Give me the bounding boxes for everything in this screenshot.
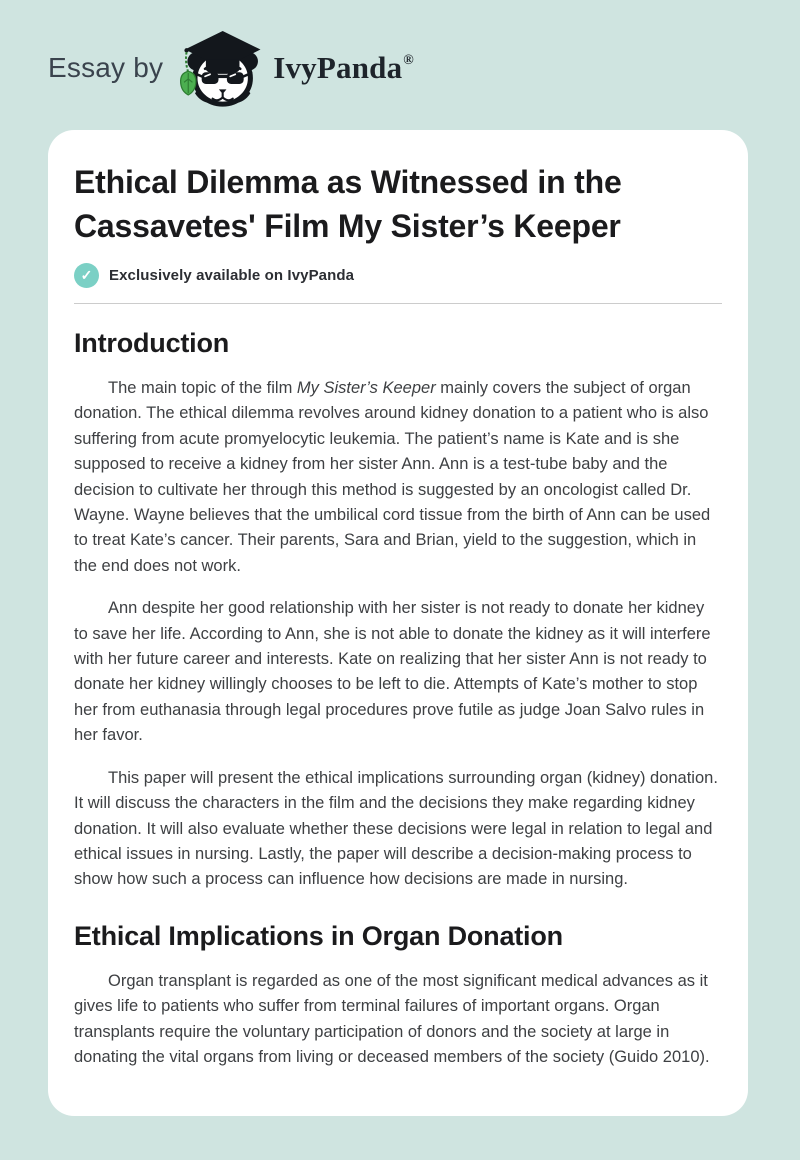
essay-paragraph-4: Organ transplant is regarded as one of the most significant medical advances as it gives life to patients who suffer from terminal failures of important organs. Organ transplants require the voluntary participation of donors and the society at large in donating the vital organs from living or deceased members of the society (Guido 2010).: [74, 971, 710, 1066]
essay-card: [48, 130, 748, 1116]
essay-title: Ethical Dilemma as Witnessed in the Cassavetes' Film My Sister’s Keeper: [74, 164, 622, 244]
paragraph-text: The main topic of the film: [108, 379, 297, 397]
section-heading-introduction: Introduction: [74, 328, 230, 358]
ivypanda-logo-icon[interactable]: [179, 26, 273, 110]
section-heading-ethical-implications: Ethical Implications in Organ Donation: [74, 920, 563, 951]
essay-by-label: Essay by: [48, 52, 164, 83]
ivypanda-wordmark[interactable]: IvyPanda®: [273, 50, 414, 85]
page-header: [0, 0, 800, 110]
availability-badge: [74, 263, 722, 288]
paragraph-text: mainly covers the subject of organ donation. The ethical dilemma revolves around kidney donation to a patient who is also suffering from acute promyelocytic leukemia. The patient’s name is Kate and is she supposed to receive a kidney from her sister Ann. Ann is a test-tube baby and the decision to cultivate her through this method is suggested by an oncologist called Dr. Wayne. Wayne believes that the umbilical cord tissue from the birth of Ann can be used to treat Kate’s cancer. Their parents, Sara and Brian, yield to the suggestion, which in the end does not work.: [74, 379, 711, 575]
film-title: My Sister’s Keeper: [296, 379, 436, 397]
registered-trademark: ®: [403, 53, 414, 68]
essay-paragraph-1: [74, 376, 722, 579]
essay-paragraph-2: Ann despite her good relationship with her sister is not ready to donate her kidney to save her life. According to Ann, she is not able to donate the kidney as it will interfere with her future career and interests. Kate on realizing that her sister Ann is not ready to donate her kidney willingly chooses to be left to die. Attempts of Kate’s mother to stop her from euthanasia through legal procedures prove futile as judge Joan Salvo rules in her favor.: [74, 599, 711, 745]
check-icon: ✓: [74, 263, 99, 288]
essay-paragraph-3: This paper will present the ethical implications surrounding organ (kidney) donation. It will discuss the characters in the film and the decisions they make regarding kidney donation. It will also evaluate whether these decisions were legal in relation to legal and ethical issues in nursing. Lastly, the paper will describe a decision-making process to show how such a process can influence how decisions are made in nursing.: [74, 768, 718, 889]
availability-badge-label: Exclusively available on IvyPanda: [109, 267, 355, 284]
divider: [74, 303, 722, 304]
